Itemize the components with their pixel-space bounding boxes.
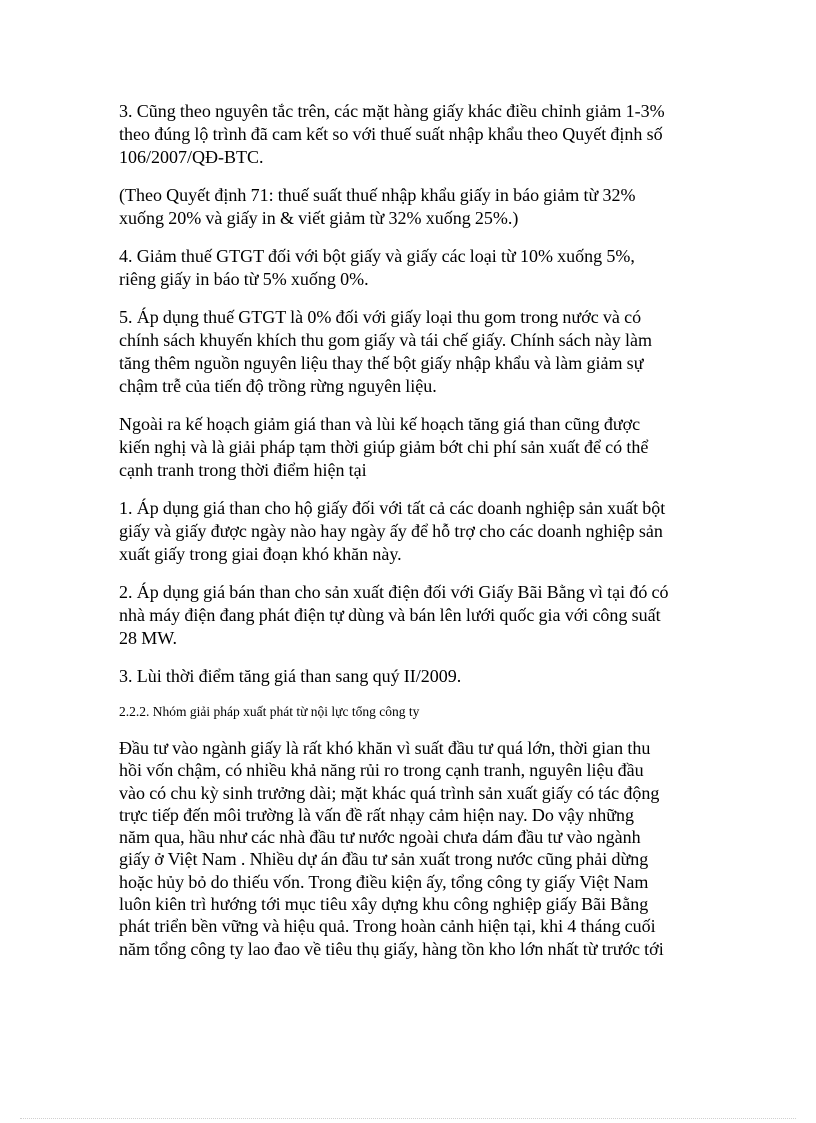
paragraph-investment-body: Đầu tư vào ngành giấy là rất khó khăn vì suất đầu tư quá lớn, thời gian thu hồi vốn chậm, có nhiều khả năng rủi ro trong cạnh tranh, nguyên liệu đầu vào có chu kỳ sinh trưởng dài; mặt khác quá trình sản xuất giấy có tác động trực tiếp đến môi trường là vấn đề rất nhạy cảm hiện nay. Do vậy những năm qua, hầu như các nhà đầu tư nước ngoài chưa dám đầu tư vào ngành giấy ở Việt Nam . Nhiều dự án đầu tư sản xuất trong nước cũng phải dừng hoặc hủy bỏ do thiếu vốn. Trong điều kiện ấy, tổng công ty giấy Việt Nam luôn kiên trì hướng tới mục tiêu xây dựng khu công nghiệp giấy Bãi Bằng phát triển bền vững và hiệu quả. Trong hoàn cảnh hiện tại, khi 4 tháng cuối năm tổng công ty lao đao về tiêu thụ giấy, hàng tồn kho lớn nhất từ trước tới xyxy=(119,738,664,959)
paragraph-coal-item-1: 1. Áp dụng giá than cho hộ giấy đối với tất cả các doanh nghiệp sản xuất bột giấy và giấy được ngày nào hay ngày ấy để hỗ trợ cho các doanh nghiệp sản xuất giấy trong giai đoạn khó khăn này. xyxy=(119,498,666,564)
paragraph-coal-item-3: 3. Lùi thời điểm tăng giá than sang quý II/2009. xyxy=(119,666,462,686)
paragraph-decision-71-note: (Theo Quyết định 71: thuế suất thuế nhập khẩu giấy in báo giảm từ 32% xuống 20% và giấy in & viết giảm từ 32% xuống 25%.) xyxy=(119,185,636,228)
section-heading: 2.2.2. Nhóm giải pháp xuất phát từ nội lực tổng công ty xyxy=(119,704,420,719)
paragraph-coal-price-intro: Ngoài ra kế hoạch giảm giá than và lùi kế hoạch tăng giá than cũng được kiến nghị và là giải pháp tạm thời giúp giảm bớt chi phí sản xuất để có thể cạnh tranh trong thời điểm hiện tại xyxy=(119,414,649,480)
paragraph-vat-item-5: 5. Áp dụng thuế GTGT là 0% đối với giấy loại thu gom trong nước và có chính sách khuyến khích thu gom giấy và tái chế giấy. Chính sách này làm tăng thêm nguồn nguyên liệu thay thế bột giấy nhập khẩu và làm giảm sự chậm trễ của tiến độ trồng rừng nguyên liệu. xyxy=(119,307,652,396)
paragraph-paper-tariff-item-3: 3. Cũng theo nguyên tắc trên, các mặt hàng giấy khác điều chỉnh giảm 1-3% theo đúng lộ trình đã cam kết so với thuế suất nhập khẩu theo Quyết định số 106/2007/QĐ-BTC. xyxy=(119,101,665,167)
page-bottom-divider xyxy=(20,1118,796,1119)
document-content xyxy=(119,100,699,975)
paragraph-vat-item-4: 4. Giảm thuế GTGT đối với bột giấy và giấy các loại từ 10% xuống 5%, riêng giấy in báo từ 5% xuống 0%. xyxy=(119,246,635,289)
paragraph-coal-item-2: 2. Áp dụng giá bán than cho sản xuất điện đối với Giấy Bãi Bằng vì tại đó có nhà máy điện đang phát điện tự dùng và bán lên lưới quốc gia với công suất 28 MW. xyxy=(119,582,669,648)
